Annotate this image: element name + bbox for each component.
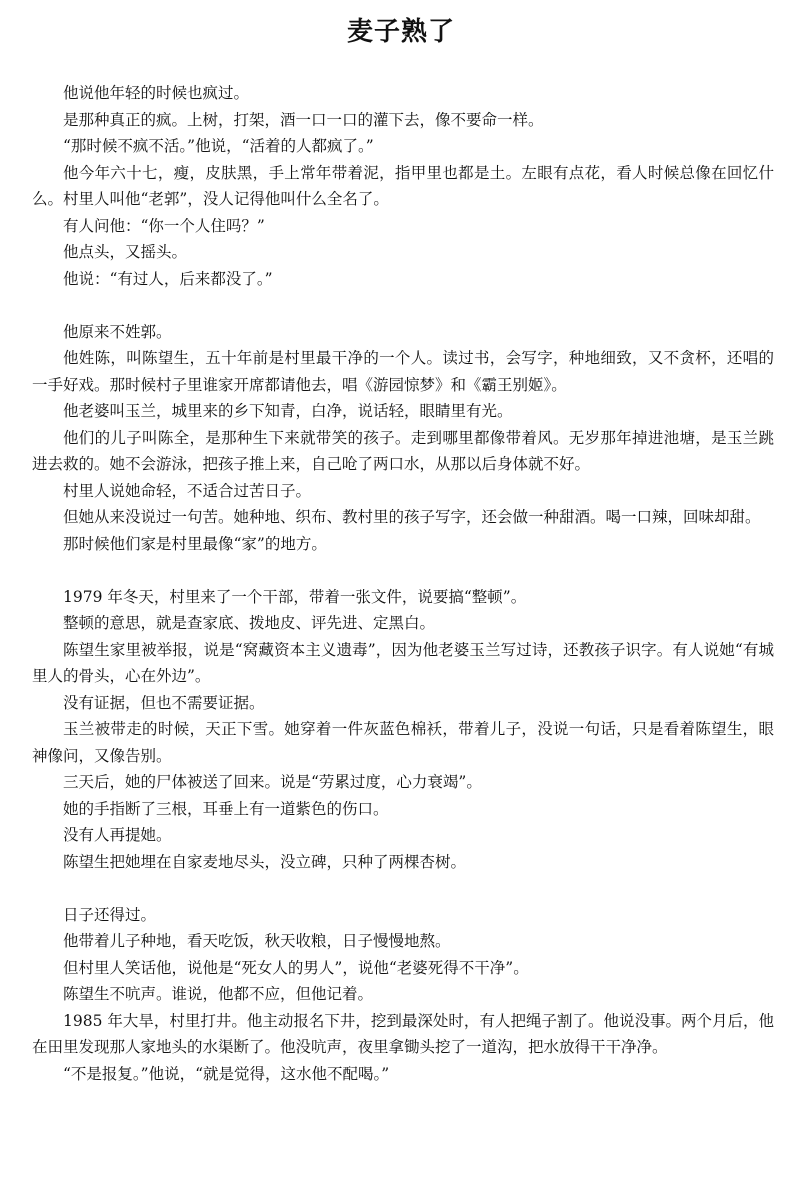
paragraph: 没有证据，但也不需要证据。 xyxy=(63,693,265,712)
paragraph: 是那种真正的疯。上树，打架，酒一口一口的灌下去，像不要命一样。 xyxy=(63,110,544,129)
document-body xyxy=(32,80,774,1087)
paragraph: 他姓陈，叫陈望生，五十年前是村里最干净的一个人。读过书，会写字，种地细致，又不贪杯，还唱的一手好戏。那时候村子里谁家开席都请他去，唱《游园惊梦》和《霸王别姬》。 xyxy=(32,349,774,394)
section-gap xyxy=(32,875,774,902)
paragraph: 没有人再提她。 xyxy=(63,826,172,844)
paragraph: 陈望生把她埋在自家麦地尽头，没立碑，只种了两棵杏树。 xyxy=(63,852,467,871)
paragraph: 1985 年大旱，村里打井。他主动报名下井，挖到最深处时，有人把绳子割了。他说没事。两个月后，他在田里发现那人家地头的水渠断了。他没吭声，夜里拿锄头挖了一道沟，把水放得干干净净。 xyxy=(32,1011,774,1056)
section-gap xyxy=(32,557,774,584)
paragraph: 他说他年轻的时候也疯过。 xyxy=(63,84,250,102)
paragraph: “那时候不疯不活。”他说，“活着的人都疯了。” xyxy=(63,137,374,155)
paragraph: 她的手指断了三根，耳垂上有一道紫色的伤口。 xyxy=(63,799,389,818)
paragraph: 1979 年冬天，村里来了一个干部，带着一张文件，说要搞“整顿”。 xyxy=(63,587,527,606)
paragraph: 他带着儿子种地，看天吃饭，秋天收粮，日子慢慢地熬。 xyxy=(63,932,451,950)
paragraph: 他们的儿子叫陈全，是那种生下来就带笑的孩子。走到哪里都像带着风。无岁那年掉进池塘，是玉兰跳进去救的。她不会游泳，把孩子推上来，自己呛了两口水，从那以后身体就不好。 xyxy=(32,428,774,473)
paragraph: 日子还得过。 xyxy=(63,905,157,924)
paragraph: 他今年六十七，瘦，皮肤黑，手上常年带着泥，指甲里也都是土。左眼有点花，看人时候总像在回忆什么。村里人叫他“老郭”，没人记得他叫什么全名了。 xyxy=(32,163,774,208)
paragraph: 玉兰被带走的时候，天正下雪。她穿着一件灰蓝色棉袄，带着儿子，没说一句话，只是看着陈望生，眼神像问，又像告别。 xyxy=(32,720,774,765)
paragraph: 他老婆叫玉兰，城里来的乡下知青，白净，说话轻，眼睛里有光。 xyxy=(63,402,513,420)
paragraph: 三天后，她的尸体被送了回来。说是“劳累过度，心力衰竭”。 xyxy=(63,773,482,791)
paragraph: 整顿的意思，就是查家底、拨地皮、评先进、定黑白。 xyxy=(63,614,436,632)
document-title: 麦子熟了 xyxy=(346,17,455,47)
paragraph: 但村里人笑话他，说他是“死女人的男人”，说他“老婆死得不干净”。 xyxy=(63,958,529,977)
paragraph: 但她从来没说过一句苦。她种地、织布、教村里的孩子写字，还会做一种甜酒。喝一口辣，回味却甜。 xyxy=(63,508,761,526)
paragraph: 有人问他：“你一个人住吗？” xyxy=(63,216,265,235)
paragraph: 村里人说她命轻，不适合过苦日子。 xyxy=(63,481,312,500)
section-gap xyxy=(32,292,774,319)
paragraph: “不是报复。”他说，“就是觉得，这水他不配喝。” xyxy=(63,1064,390,1083)
paragraph: 他说：“有过人，后来都没了。” xyxy=(63,269,273,288)
paragraph: 他原来不姓郭。 xyxy=(63,322,172,341)
paragraph: 陈望生不吭声。谁说，他都不应，但他记着。 xyxy=(63,985,374,1003)
paragraph: 那时候他们家是村里最像“家”的地方。 xyxy=(63,534,327,553)
paragraph: 陈望生家里被举报，说是“窝藏资本主义遗毒”，因为他老婆玉兰写过诗，还教孩子识字。有人说她“有城里人的骨头，心在外边”。 xyxy=(32,640,774,685)
paragraph: 他点头，又摇头。 xyxy=(63,243,188,261)
